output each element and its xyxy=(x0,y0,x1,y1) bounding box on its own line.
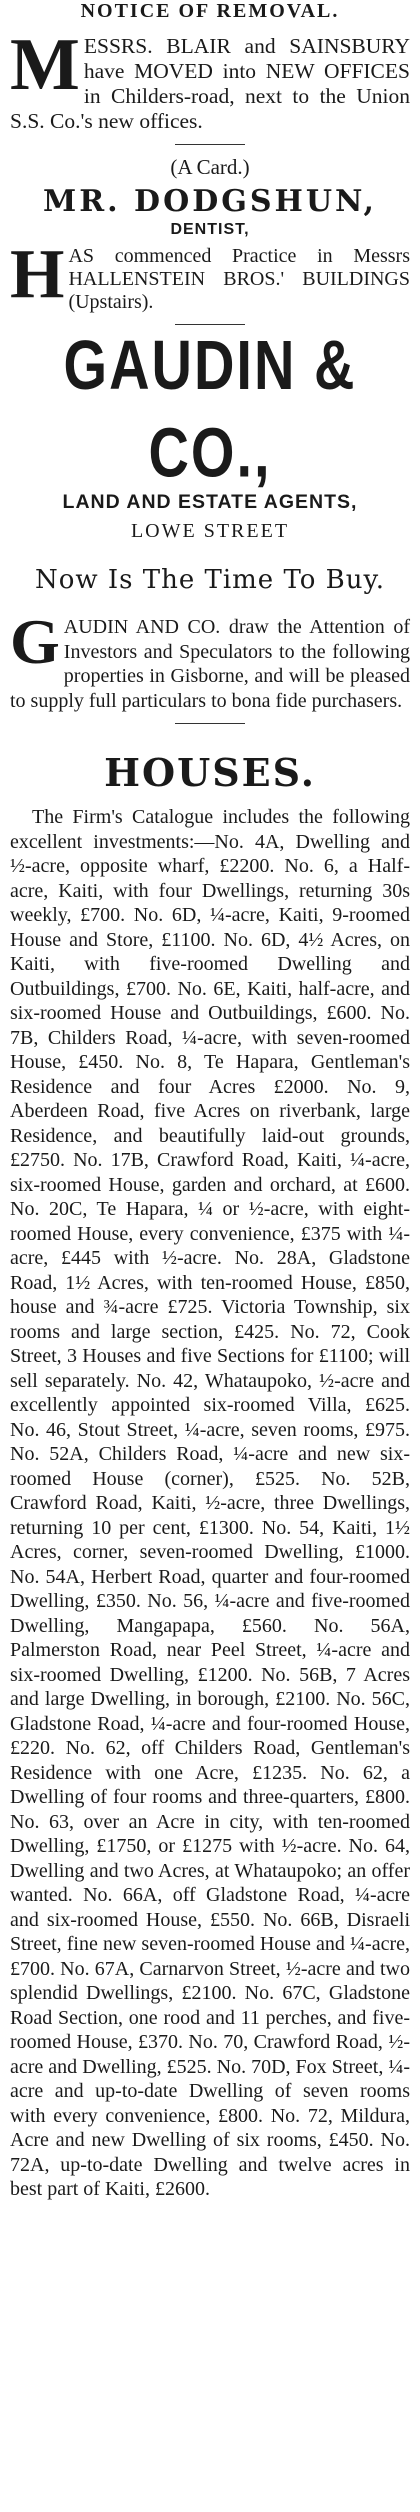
houses-catalogue: The Firm's Catalogue includes the following excellent investments:—No. 4A, Dwelling and ½-acre, opposite wharf, £2200. No. 6, a Half-acre, Kaiti, with four Dwellings, returning 30s weekly, £700. No. 6D, ¼-acre, Kaiti, 9-roomed House and Store, £1100. No. 6D, 4½ Acres, on Kaiti, with five-roomed Dwelling and Outbuildings, £700. No. 6E, Kaiti, half-acre, and six-roomed House and Outbuildings, £600. No. 7B, Childers Road, ¼-acre, with seven-roomed House, £450. No. 8, Te Hapara, Gentleman's Residence and four Acres £2000. No. 9, Aberdeen Road, five Acres on riverbank, large Residence, and beautifully laid-out grounds, £2750. No. 17B, Crawford Road, Kaiti, ¼-acre, six-roomed House, garden and orchard, at £600. No. 20C, Te Hapara, ¼ or ½-acre, with eight-roomed House, every convenience, £375 with ¼-acre, £445 with ½-acre. No. 28A, Gladstone Road, 1½ Acres, with ten-roomed House, £850, house and ¾-acre £725. Victoria Township, six rooms and large section, £425. No. 72, Cook Street, 3 Houses and five Sections for £1100; will sell separately. No. 42, Whataupoko, ½-acre and excellently appointed six-roomed Villa, £625. No. 46, Stout Street, ¼-acre, seven rooms, £975. No. 52A, Childers Road, ¼-acre and new six-roomed House (corner), £525. No. 52B, Crawford Road, Kaiti, ½-acre, three Dwellings, returning 10 per cent, £1300. No. 54, Kaiti, 1½ Acres, corner, seven-roomed Dwelling, £1000. No. 54A, Herbert Road, quarter and four-roomed Dwelling, £350. No. 56, ¼-acre and five-roomed Dwelling, Mangapapa, £560. No. 56A, Palmerston Road, near Peel Street, ¼-acre and six-roomed Dwelling, £1200. No. 56B, 7 Acres and large Dwelling, in borough, £2100. No. 56C, Gladstone Road, ¼-acre and four-roomed House, £220. No. 62, off Childers Road, Gentleman's Residence with one Acre, £1235. No. 62, a Dwelling of four rooms and three-quarters, £800. No. 63, over an Acre in city, with ten-roomed Dwelling, £1750, or £1275 with ½-acre. No. 64, Dwelling and two Acres, at Whataupoko; an offer wanted. No. 66A, off Gladstone Road, ¼-acre and six-roomed House, £550. No. 66B, Disraeli Street, fine new seven-roomed House and ¼-acre, £700. No. 67A, Carnarvon Street, ½-acre and two splendid Dwellings, £2100. No. 67C, Gladstone Road Section, one rood and 11 perches, and five-roomed House, £370. No. 70, Crawford Road, ½-acre and Dwelling, £525. No. 70D, Fox Street, ¼-acre and up-to-date Dwelling of seven rooms with every convenience, £800. No. 72, Mildura, Acre and new Dwelling of six rooms, £450. No. 72A, up-to-date Dwelling and twelve acres in best part of Kaiti, £2600. xyxy=(10,806,410,2200)
dentist-body xyxy=(10,236,410,314)
removal-body xyxy=(10,24,410,134)
agents-name: GAUDIN & CO., xyxy=(63,325,357,492)
houses-heading: HOUSES. xyxy=(104,750,316,795)
dentist-name: MR. DODGSHUN, xyxy=(43,184,377,219)
removal-notice xyxy=(10,0,410,134)
agents-dropcap: G xyxy=(10,606,60,677)
divider xyxy=(175,723,245,724)
divider xyxy=(175,144,245,145)
removal-text: ESSRS. BLAIR and SAINSBURY have MOVED into NEW OFFICES in Childers-road, next to the Union S.S. Co.'s new offices. xyxy=(10,34,410,133)
dentist-dropcap: H xyxy=(10,236,65,313)
agents-intro xyxy=(10,606,410,713)
dentist-text: AS commenced Practice in Messrs HALLENSTEIN BROS.' BUILDINGS (Upstairs). xyxy=(68,245,410,313)
card-label: (A Card.) xyxy=(170,155,250,179)
agents-subtitle: LAND AND ESTATE AGENTS, xyxy=(62,491,358,513)
removal-dropcap: M xyxy=(10,24,80,106)
agents-intro-text: AUDIN AND CO. draw the Attention of Investors and Speculators to the following properties in Gisborne, and will be pleased to supply full particulars to bona fide purchasers. xyxy=(10,616,410,712)
dentist-title: DENTIST, xyxy=(170,221,250,238)
agents-advert xyxy=(10,325,410,2202)
agents-street: LOWE STREET xyxy=(130,520,290,542)
agents-slogan: Now Is The Time To Buy. xyxy=(34,565,386,595)
dentist-card xyxy=(10,155,410,314)
removal-heading: NOTICE OF REMOVAL. xyxy=(80,0,340,22)
